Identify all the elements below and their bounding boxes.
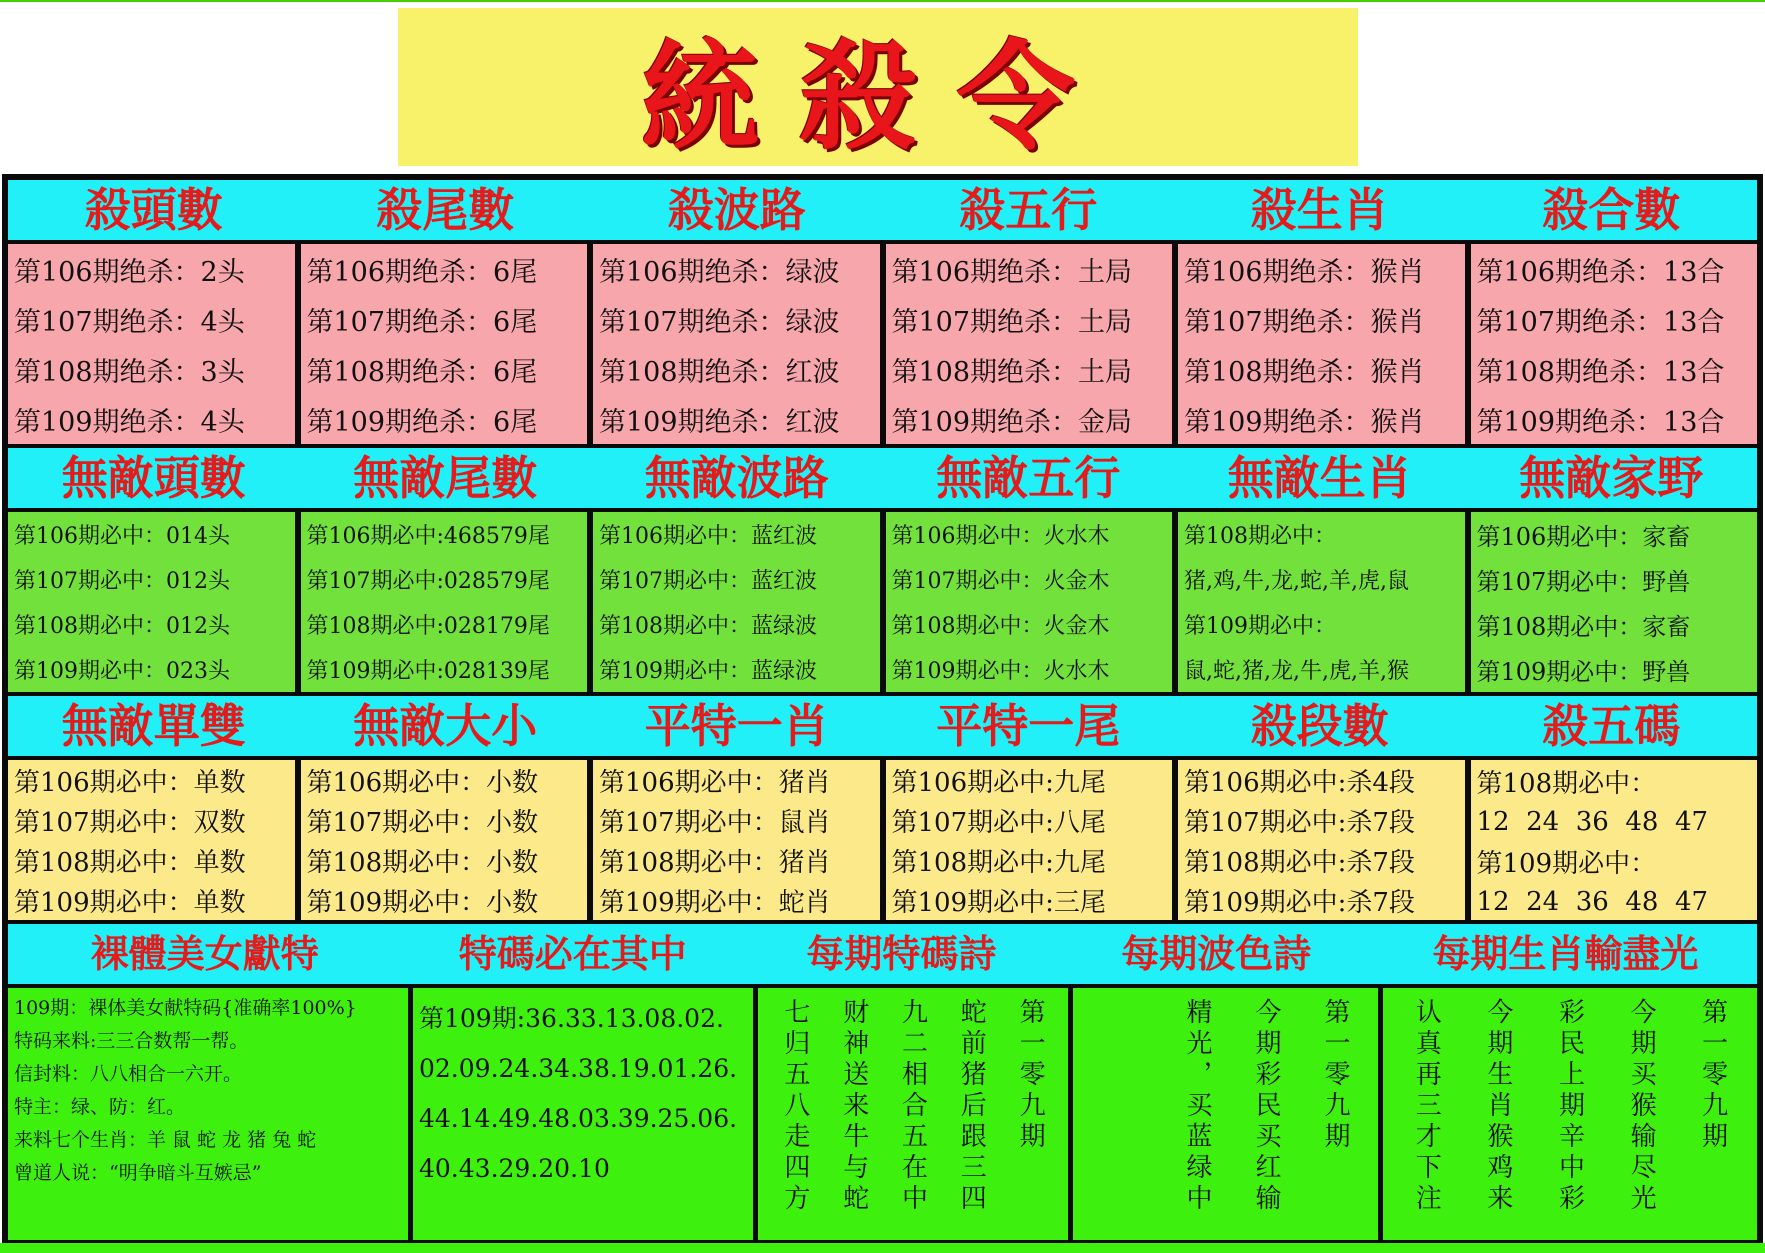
flat-zodiac-cell (593, 760, 880, 920)
kill-five-codes-cell (1471, 760, 1758, 920)
row1-header-1: 殺頭數 (84, 183, 223, 237)
row3-header-4: 平特一尾 (936, 699, 1121, 753)
list-item: 第107期必中：野兽 (1476, 568, 1691, 596)
beauty-special-cell (8, 988, 408, 1240)
wave-poem (1073, 988, 1378, 1240)
list-item: 第108期绝杀：13合 (1476, 356, 1725, 388)
row4-header-4: 每期波色詩 (1121, 932, 1312, 976)
row1-header-4: 殺五行 (959, 183, 1098, 237)
list-item: 02.09.24.34.38.19.01.26. (419, 1054, 738, 1083)
row2-header-5: 無敵生肖 (1227, 451, 1412, 505)
list-item: 第109期绝杀：金局 (891, 406, 1133, 438)
row3-body (8, 760, 1757, 920)
list-item: 第108期绝杀：红波 (599, 356, 840, 388)
list-item: 信封料：八八相合一六开。 (14, 1063, 243, 1085)
list-item: 第106期必中：家畜 (1476, 523, 1691, 551)
list-item: 第108期绝杀：3头 (14, 356, 245, 388)
poem-column: 九二相合五在中 (897, 998, 928, 1215)
list-item: 第107期必中：双数 (14, 807, 246, 838)
poem-column: 今期彩民买红输 (1251, 998, 1281, 1215)
big-small-cell (301, 760, 588, 920)
list-item: 第108期必中：小数 (306, 847, 539, 878)
list-item: 鼠,蛇,猪,龙,牛,虎,羊,猴 (1184, 659, 1409, 684)
list-item: 第109期必中：野兽 (1476, 658, 1691, 686)
list-item: 第106期必中：小数 (306, 767, 539, 798)
row4-header-1: 裸體美女獻特 (90, 932, 319, 976)
poem-column: 今期买猴输尽光 (1626, 998, 1657, 1215)
list-item: 第107期必中:028579尾 (306, 569, 550, 594)
list-item: 第109期必中：023头 (14, 659, 230, 684)
list-item: 第109期必中： (1476, 849, 1657, 880)
list-item: 第107期绝杀：猴肖 (1184, 306, 1425, 338)
row1-header-5: 殺生肖 (1250, 183, 1389, 237)
list-item: 第108期必中：火金木 (891, 614, 1110, 639)
kill-element-cell (886, 244, 1173, 444)
list-item: 第108期必中：猪肖 (599, 847, 831, 878)
list-item: 第109期必中：小数 (306, 887, 539, 918)
row3-header-3: 平特一肖 (644, 699, 829, 753)
list-item: 第106期必中:九尾 (891, 767, 1106, 798)
list-item: 第106期必中：单数 (14, 767, 246, 798)
zodiac-poem (1383, 988, 1757, 1240)
row3-header (8, 696, 1757, 756)
list-item: 第107期绝杀：土局 (891, 306, 1133, 338)
row2-header-1: 無敵頭數 (61, 451, 246, 505)
row2-header-6: 無敵家野 (1519, 451, 1704, 505)
sure-wave-cell (593, 512, 880, 692)
list-item: 第109期必中:028139尾 (306, 659, 550, 684)
list-item: 第109期必中：蛇肖 (599, 887, 831, 918)
list-item: 第109期绝杀：红波 (599, 406, 840, 438)
row4-body (8, 988, 1757, 1240)
list-item: 第108期必中:杀7段 (1184, 847, 1415, 878)
list-item: 第108期绝杀：土局 (891, 356, 1133, 388)
list-item: 第108期必中：蓝绿波 (599, 614, 817, 639)
row3-header-1: 無敵單雙 (61, 699, 246, 753)
list-item: 第107期必中:杀7段 (1184, 807, 1415, 838)
poem-column: 认真再三才下注 (1411, 998, 1442, 1215)
list-item: 第107期绝杀：绿波 (599, 306, 840, 338)
kill-zodiac-cell (1178, 244, 1465, 444)
row3-header-6: 殺五碼 (1542, 699, 1681, 753)
sure-zodiac-cell (1178, 512, 1465, 692)
list-item: 特主：绿、防：红。 (14, 1096, 186, 1118)
list-item: 第107期必中：火金木 (891, 569, 1110, 594)
list-item: 第109期必中： (1184, 614, 1336, 639)
list-item: 第106期绝杀：绿波 (599, 256, 840, 288)
list-item: 第106期必中：火水木 (891, 524, 1110, 549)
list-item: 第106期绝杀：6尾 (306, 256, 538, 288)
list-item: 44.14.49.48.03.39.25.06. (419, 1104, 738, 1133)
list-item: 第109期绝杀：13合 (1476, 406, 1725, 438)
list-item: 曾道人说：“明争暗斗互嫉忌” (14, 1162, 262, 1184)
title-banner (398, 8, 1358, 166)
list-item: 第106期绝杀：猴肖 (1184, 256, 1425, 288)
list-item: 第109期绝杀：猴肖 (1184, 406, 1425, 438)
list-item: 第108期必中：家畜 (1476, 613, 1691, 641)
zodiac-poem-cell (1383, 988, 1757, 1240)
kill-wave-cell (593, 244, 880, 444)
list-item: 特码来料:三三合数帮一帮。 (14, 1030, 249, 1052)
bottom-border (0, 1243, 1765, 1253)
list-item: 第107期绝杀：13合 (1476, 306, 1725, 338)
list-item: 第106期绝杀：13合 (1476, 256, 1725, 288)
list-item: 第106期必中:468579尾 (306, 524, 550, 549)
row2-header-2: 無敵尾數 (353, 451, 538, 505)
list-item: 第107期必中:八尾 (891, 807, 1106, 838)
row4-header-3: 每期特碼詩 (806, 932, 997, 976)
list-item: 第108期必中：单数 (14, 847, 246, 878)
list-item: 第108期绝杀：猴肖 (1184, 356, 1425, 388)
wave-poem-cell (1073, 988, 1378, 1240)
row1-header-2: 殺尾數 (376, 183, 515, 237)
list-item: 第109期必中：火水木 (891, 659, 1110, 684)
list-item: 第107期必中：012头 (14, 569, 230, 594)
odd-even-cell (8, 760, 295, 920)
list-item: 第109期必中:杀7段 (1184, 887, 1415, 918)
list-item: 第109期必中:三尾 (891, 887, 1106, 918)
list-item: 第109期必中：蓝绿波 (599, 659, 817, 684)
row3-header-5: 殺段數 (1250, 699, 1389, 753)
poem-column: 彩民上期辛中彩 (1554, 998, 1585, 1215)
row1-header (8, 180, 1757, 240)
list-item: 第107期绝杀：4头 (14, 306, 245, 338)
poem-column: 第一零九期 (1320, 998, 1350, 1153)
row4-header-2: 特碼必在其中 (458, 932, 687, 976)
list-item: 第106期必中：蓝红波 (599, 524, 817, 549)
code-poem-cell (758, 988, 1068, 1240)
kill-tail-cell (301, 244, 588, 444)
list-item: 第109期绝杀：6尾 (306, 406, 538, 438)
list-item: 第106期必中：014头 (14, 524, 230, 549)
list-item: 来料七个生肖：羊 鼠 蛇 龙 猪 兔 蛇 (14, 1129, 317, 1151)
row2-header-4: 無敵五行 (936, 451, 1121, 505)
row4-header-5: 每期生肖輸盡光 (1432, 932, 1699, 976)
list-item: 第107期必中：蓝红波 (599, 569, 817, 594)
sure-domestic-wild-cell (1471, 512, 1758, 692)
poem-column: 第一零九期 (1015, 998, 1046, 1153)
special-codes-cell (413, 988, 753, 1240)
list-item: 第109期绝杀：4头 (14, 406, 245, 438)
list-item: 第107期必中：小数 (306, 807, 539, 838)
row4-header (8, 924, 1757, 984)
poem-column: 第一零九期 (1697, 998, 1728, 1153)
poem-column: 今期生肖猴鸡来 (1482, 998, 1513, 1215)
poem-column: 蛇前猪后跟三四 (956, 998, 987, 1215)
list-item: 12 24 36 48 47 (1476, 806, 1709, 837)
list-item: 109期：裸体美女献特码{准确率100%} (14, 997, 357, 1019)
flat-tail-cell (886, 760, 1173, 920)
row2-body (8, 512, 1757, 692)
list-item: 第108期绝杀：6尾 (306, 356, 538, 388)
list-item: 第108期必中:九尾 (891, 847, 1106, 878)
list-item: 第107期绝杀：6尾 (306, 306, 538, 338)
kill-sum-cell (1471, 244, 1758, 444)
list-item: 12 24 36 48 47 (1476, 886, 1709, 917)
list-item: 第108期必中： (1184, 524, 1336, 549)
row1-header-6: 殺合數 (1542, 183, 1681, 237)
list-item: 第106期绝杀：2头 (14, 256, 245, 288)
kill-head-cell (8, 244, 295, 444)
row2-header (8, 448, 1757, 508)
list-item: 第106期必中：猪肖 (599, 767, 831, 798)
list-item: 第107期必中：鼠肖 (599, 807, 831, 838)
list-item: 第106期必中:杀4段 (1184, 767, 1415, 798)
page-title: 統殺令 (640, 28, 1115, 166)
poem-column: 七归五八走四方 (779, 998, 810, 1215)
list-item: 第109期必中：单数 (14, 887, 246, 918)
row1-header-3: 殺波路 (667, 183, 806, 237)
list-item: 第108期必中：012头 (14, 614, 230, 639)
list-item: 猪,鸡,牛,龙,蛇,羊,虎,鼠 (1184, 569, 1409, 594)
row1-body (8, 244, 1757, 444)
sure-head-cell (8, 512, 295, 692)
row2-header-3: 無敵波路 (644, 451, 829, 505)
poem-column: 精光，买蓝绿中 (1182, 998, 1212, 1215)
kill-segment-cell (1178, 760, 1465, 920)
list-item: 40.43.29.20.10 (419, 1154, 610, 1183)
sure-tail-cell (301, 512, 588, 692)
sure-element-cell (886, 512, 1173, 692)
list-item: 第108期必中： (1476, 769, 1657, 800)
list-item: 第106期绝杀：土局 (891, 256, 1133, 288)
row3-header-2: 無敵大小 (353, 699, 538, 753)
list-item: 第109期:36.33.13.08.02. (419, 1004, 724, 1033)
list-item: 第108期必中:028179尾 (306, 614, 550, 639)
poem-column: 财神送来牛与蛇 (838, 998, 869, 1215)
code-poem (758, 988, 1068, 1240)
